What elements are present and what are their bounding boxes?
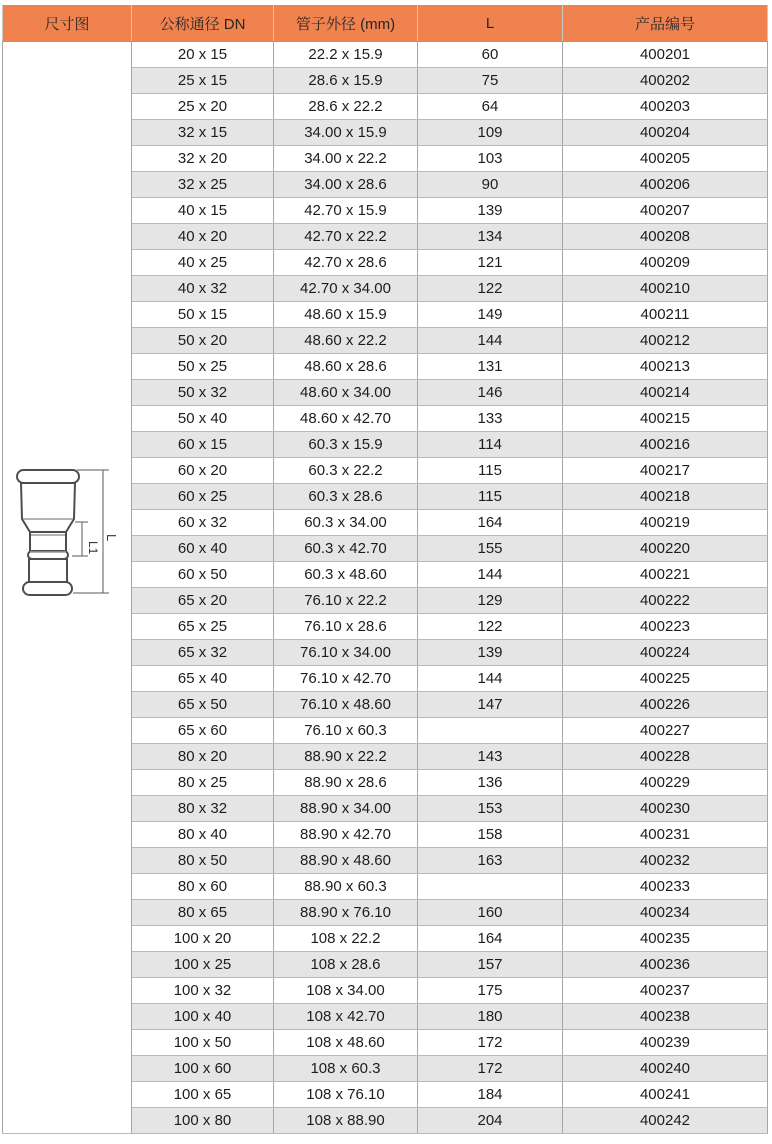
length-cell: 131 [418,354,563,380]
nominal-dn-cell: 60 x 50 [132,562,274,588]
length-cell: 136 [418,770,563,796]
length-cell: 143 [418,744,563,770]
nominal-dn-cell: 50 x 25 [132,354,274,380]
product-code-cell: 400207 [563,198,768,224]
outer-diameter-cell: 34.00 x 15.9 [274,120,418,146]
outer-diameter-cell: 28.6 x 15.9 [274,68,418,94]
nominal-dn-cell: 80 x 40 [132,822,274,848]
length-cell: 90 [418,172,563,198]
outer-diameter-cell: 60.3 x 15.9 [274,432,418,458]
product-code-cell: 400241 [563,1082,768,1108]
length-cell: 153 [418,796,563,822]
length-cell: 163 [418,848,563,874]
length-cell: 144 [418,328,563,354]
outer-diameter-cell: 108 x 42.70 [274,1004,418,1030]
nominal-dn-cell: 65 x 32 [132,640,274,666]
product-code-cell: 400212 [563,328,768,354]
outer-diameter-cell: 108 x 22.2 [274,926,418,952]
nominal-dn-cell: 100 x 25 [132,952,274,978]
product-code-cell: 400201 [563,42,768,68]
product-code-cell: 400211 [563,302,768,328]
outer-diameter-cell: 48.60 x 22.2 [274,328,418,354]
length-cell: 164 [418,510,563,536]
product-code-cell: 400236 [563,952,768,978]
outer-diameter-cell: 34.00 x 28.6 [274,172,418,198]
table-body [3,42,768,1134]
product-code-cell: 400230 [563,796,768,822]
product-code-cell: 400205 [563,146,768,172]
outer-diameter-cell: 60.3 x 42.70 [274,536,418,562]
nominal-dn-cell: 25 x 20 [132,94,274,120]
length-cell: 184 [418,1082,563,1108]
length-cell: 64 [418,94,563,120]
product-code-cell: 400229 [563,770,768,796]
lower-socket [29,559,67,583]
product-code-cell: 400222 [563,588,768,614]
length-cell: 121 [418,250,563,276]
header-row [3,6,768,42]
length-cell: 144 [418,666,563,692]
upper-body [21,483,75,532]
product-code-cell: 400208 [563,224,768,250]
length-cell: 160 [418,900,563,926]
dimension-diagram-cell [3,42,132,1134]
nominal-dn-cell: 40 x 15 [132,198,274,224]
nominal-dn-cell: 65 x 50 [132,692,274,718]
nominal-dn-cell: 80 x 60 [132,874,274,900]
product-code-cell: 400226 [563,692,768,718]
col-header-product-code: 产品编号 [563,6,768,42]
nominal-dn-cell: 80 x 25 [132,770,274,796]
outer-diameter-cell: 22.2 x 15.9 [274,42,418,68]
length-cell [418,718,563,744]
product-code-cell: 400209 [563,250,768,276]
outer-diameter-cell: 60.3 x 22.2 [274,458,418,484]
product-code-cell: 400242 [563,1108,768,1134]
outer-diameter-cell: 76.10 x 28.6 [274,614,418,640]
nominal-dn-cell: 50 x 20 [132,328,274,354]
outer-diameter-cell: 42.70 x 22.2 [274,224,418,250]
spec-table [2,5,768,1134]
length-cell: 129 [418,588,563,614]
length-cell: 103 [418,146,563,172]
length-cell: 157 [418,952,563,978]
nominal-dn-cell: 100 x 40 [132,1004,274,1030]
length-cell: 147 [418,692,563,718]
col-header-nominal-dn: 公称通径 DN [132,6,274,42]
length-cell: 144 [418,562,563,588]
nominal-dn-cell: 65 x 20 [132,588,274,614]
outer-diameter-cell: 60.3 x 34.00 [274,510,418,536]
outer-diameter-cell: 48.60 x 34.00 [274,380,418,406]
product-code-cell: 400240 [563,1056,768,1082]
nominal-dn-cell: 80 x 65 [132,900,274,926]
col-header-diagram: 尺寸图 [3,6,132,42]
length-cell: 115 [418,484,563,510]
outer-diameter-cell: 88.90 x 28.6 [274,770,418,796]
col-header-outer-diameter: 管子外径 (mm) [274,6,418,42]
outer-diameter-cell: 88.90 x 76.10 [274,900,418,926]
length-cell: 60 [418,42,563,68]
product-code-cell: 400234 [563,900,768,926]
nominal-dn-cell: 60 x 20 [132,458,274,484]
length-cell: 180 [418,1004,563,1030]
outer-diameter-cell: 108 x 48.60 [274,1030,418,1056]
outer-diameter-cell: 108 x 76.10 [274,1082,418,1108]
nominal-dn-cell: 32 x 20 [132,146,274,172]
table-row [3,42,768,68]
nominal-dn-cell: 100 x 32 [132,978,274,1004]
product-code-cell: 400237 [563,978,768,1004]
product-code-cell: 400218 [563,484,768,510]
product-code-cell: 400203 [563,94,768,120]
length-cell: 75 [418,68,563,94]
col-header-length: L [418,6,563,42]
outer-diameter-cell: 48.60 x 28.6 [274,354,418,380]
product-code-cell: 400213 [563,354,768,380]
length-cell: 155 [418,536,563,562]
nominal-dn-cell: 50 x 40 [132,406,274,432]
product-code-cell: 400215 [563,406,768,432]
nominal-dn-cell: 25 x 15 [132,68,274,94]
length-cell: 122 [418,276,563,302]
nominal-dn-cell: 40 x 20 [132,224,274,250]
nominal-dn-cell: 32 x 15 [132,120,274,146]
outer-diameter-cell: 42.70 x 15.9 [274,198,418,224]
product-code-cell: 400239 [563,1030,768,1056]
outer-diameter-cell: 48.60 x 42.70 [274,406,418,432]
outer-diameter-cell: 42.70 x 34.00 [274,276,418,302]
outer-diameter-cell: 88.90 x 48.60 [274,848,418,874]
outer-diameter-cell: 108 x 88.90 [274,1108,418,1134]
nominal-dn-cell: 65 x 25 [132,614,274,640]
length-cell: 115 [418,458,563,484]
nominal-dn-cell: 32 x 25 [132,172,274,198]
product-code-cell: 400232 [563,848,768,874]
length-cell: 172 [418,1030,563,1056]
length-cell: 134 [418,224,563,250]
product-code-cell: 400225 [563,666,768,692]
product-code-cell: 400227 [563,718,768,744]
length-cell: 114 [418,432,563,458]
total-length-label: L [103,533,119,541]
length-cell: 146 [418,380,563,406]
nominal-dn-cell: 65 x 60 [132,718,274,744]
nominal-dn-cell: 80 x 50 [132,848,274,874]
outer-diameter-cell: 42.70 x 28.6 [274,250,418,276]
partial-length-label: L1 [85,540,100,554]
outer-diameter-cell: 60.3 x 28.6 [274,484,418,510]
dimension-lines [72,470,109,593]
outer-diameter-cell: 76.10 x 42.70 [274,666,418,692]
nominal-dn-cell: 65 x 40 [132,666,274,692]
outer-diameter-cell: 76.10 x 48.60 [274,692,418,718]
product-code-cell: 400238 [563,1004,768,1030]
nominal-dn-cell: 100 x 20 [132,926,274,952]
nominal-dn-cell: 80 x 20 [132,744,274,770]
product-code-cell: 400220 [563,536,768,562]
nominal-dn-cell: 80 x 32 [132,796,274,822]
product-code-cell: 400235 [563,926,768,952]
nominal-dn-cell: 60 x 40 [132,536,274,562]
product-code-cell: 400202 [563,68,768,94]
table-header [3,6,768,42]
outer-diameter-cell: 108 x 34.00 [274,978,418,1004]
outer-diameter-cell: 108 x 60.3 [274,1056,418,1082]
outer-diameter-cell: 88.90 x 60.3 [274,874,418,900]
product-code-cell: 400216 [563,432,768,458]
outer-diameter-cell: 76.10 x 22.2 [274,588,418,614]
nominal-dn-cell: 60 x 32 [132,510,274,536]
outer-diameter-cell: 60.3 x 48.60 [274,562,418,588]
length-cell: 158 [418,822,563,848]
outer-diameter-cell: 88.90 x 42.70 [274,822,418,848]
length-cell: 204 [418,1108,563,1134]
nominal-dn-cell: 100 x 50 [132,1030,274,1056]
outer-diameter-cell: 88.90 x 22.2 [274,744,418,770]
top-bead [17,470,79,483]
nominal-dn-cell: 50 x 15 [132,302,274,328]
product-code-cell: 400233 [563,874,768,900]
outer-diameter-cell: 108 x 28.6 [274,952,418,978]
length-cell: 139 [418,198,563,224]
product-code-cell: 400231 [563,822,768,848]
product-code-cell: 400223 [563,614,768,640]
product-code-cell: 400219 [563,510,768,536]
nominal-dn-cell: 100 x 60 [132,1056,274,1082]
length-cell: 109 [418,120,563,146]
outer-diameter-cell: 28.6 x 22.2 [274,94,418,120]
product-code-cell: 400228 [563,744,768,770]
length-cell: 122 [418,614,563,640]
product-code-cell: 400210 [563,276,768,302]
nominal-dn-cell: 60 x 25 [132,484,274,510]
product-code-cell: 400206 [563,172,768,198]
product-code-cell: 400204 [563,120,768,146]
nominal-dn-cell: 40 x 32 [132,276,274,302]
nominal-dn-cell: 50 x 32 [132,380,274,406]
nominal-dn-cell: 40 x 25 [132,250,274,276]
nominal-dn-cell: 20 x 15 [132,42,274,68]
outer-diameter-cell: 88.90 x 34.00 [274,796,418,822]
dimension-diagram [3,455,131,721]
length-cell: 172 [418,1056,563,1082]
product-code-cell: 400214 [563,380,768,406]
reducer-coupling-drawing [5,455,130,605]
length-cell [418,874,563,900]
outer-diameter-cell: 34.00 x 22.2 [274,146,418,172]
nominal-dn-cell: 60 x 15 [132,432,274,458]
product-code-cell: 400224 [563,640,768,666]
length-cell: 149 [418,302,563,328]
length-cell: 175 [418,978,563,1004]
nominal-dn-cell: 100 x 80 [132,1108,274,1134]
bottom-bead [23,582,72,595]
outer-diameter-cell: 48.60 x 15.9 [274,302,418,328]
length-cell: 139 [418,640,563,666]
outer-diameter-cell: 76.10 x 34.00 [274,640,418,666]
nominal-dn-cell: 100 x 65 [132,1082,274,1108]
product-code-cell: 400221 [563,562,768,588]
product-code-cell: 400217 [563,458,768,484]
length-cell: 164 [418,926,563,952]
length-cell: 133 [418,406,563,432]
outer-diameter-cell: 76.10 x 60.3 [274,718,418,744]
